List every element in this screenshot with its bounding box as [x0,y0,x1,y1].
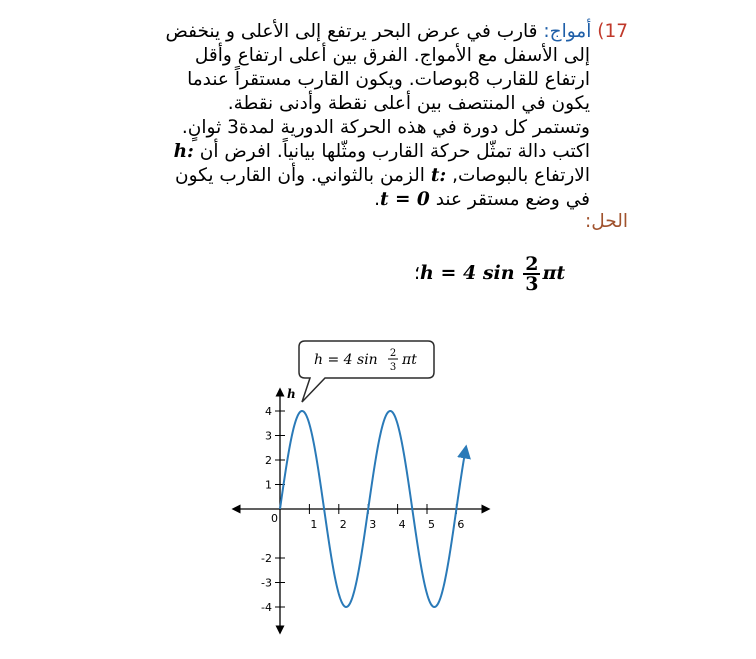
problem-number: 17) [597,21,628,42]
callout-suffix: πt [402,352,417,368]
problem-text-line: يكون في المنتصف بين أعلى نقطة وأدنى نقطة. [227,93,590,114]
problem-text-line: ارتفاع للقارب 8بوصات. ويكون القارب مستقراً عندما [187,69,590,90]
x-tick-label: 4 [398,518,406,531]
var-h: h: [173,141,194,162]
var-t: t: [430,165,447,186]
y-tick-label: 3 [265,429,272,443]
x-tick-label: 1 [310,518,318,531]
problem-text-line: إلى الأسفل مع الأمواج. الفرق بين أعلى ارتفاع وأقل [194,45,590,66]
fraction-numerator: 2 [525,253,539,275]
formula-prefix: h = 4 sin [420,262,515,284]
y-tick-label: 1 [265,478,272,492]
x-tick-label: 5 [428,518,435,531]
problem-text-line: اكتب دالة تمثّل حركة القارب ومثّلها بيانياً. افرض أن [199,141,590,162]
origin-label: 0 [271,512,278,525]
x-tick-label: 6 [457,518,465,531]
problem-text-line: الارتفاع بالبوصات, [452,165,590,186]
x-tick-label: 2 [339,518,347,531]
fraction-denominator: 3 [525,273,539,295]
callout-formula: h = 4 sin [314,352,378,368]
period: . [374,189,380,210]
callout-frac-den: 3 [389,362,397,373]
callout-bubble [299,341,434,402]
formula-lead: ؛ [414,262,421,284]
y-tick-label: 4 [265,405,272,418]
problem-text-line: في وضع مستقر عند [435,189,590,210]
y-axis-label: h [287,387,296,401]
solution-label: الحل: [585,211,628,232]
problem-text-line: الزمن بالثواني. وأن القارب يكون [174,165,425,186]
y-tick-label: -2 [261,552,272,565]
y-tick-label: 2 [265,454,272,467]
callout-frac-num: 2 [389,348,397,359]
problem-text-line: وتستمر كل دورة في هذه الحركة الدورية لمدة3 ثوانٍ. [181,117,590,138]
t-zero: t = 0 [380,189,430,210]
formula-suffix: πt [542,262,566,284]
problem-text-line: قارب في عرض البحر يرتفع إلى الأعلى و ينخفض [165,21,538,42]
y-tick-label: -4 [261,601,272,614]
y-tick-label: -3 [261,576,272,590]
problem-topic: أمواج: [543,21,592,42]
x-tick-label: 3 [369,518,377,531]
